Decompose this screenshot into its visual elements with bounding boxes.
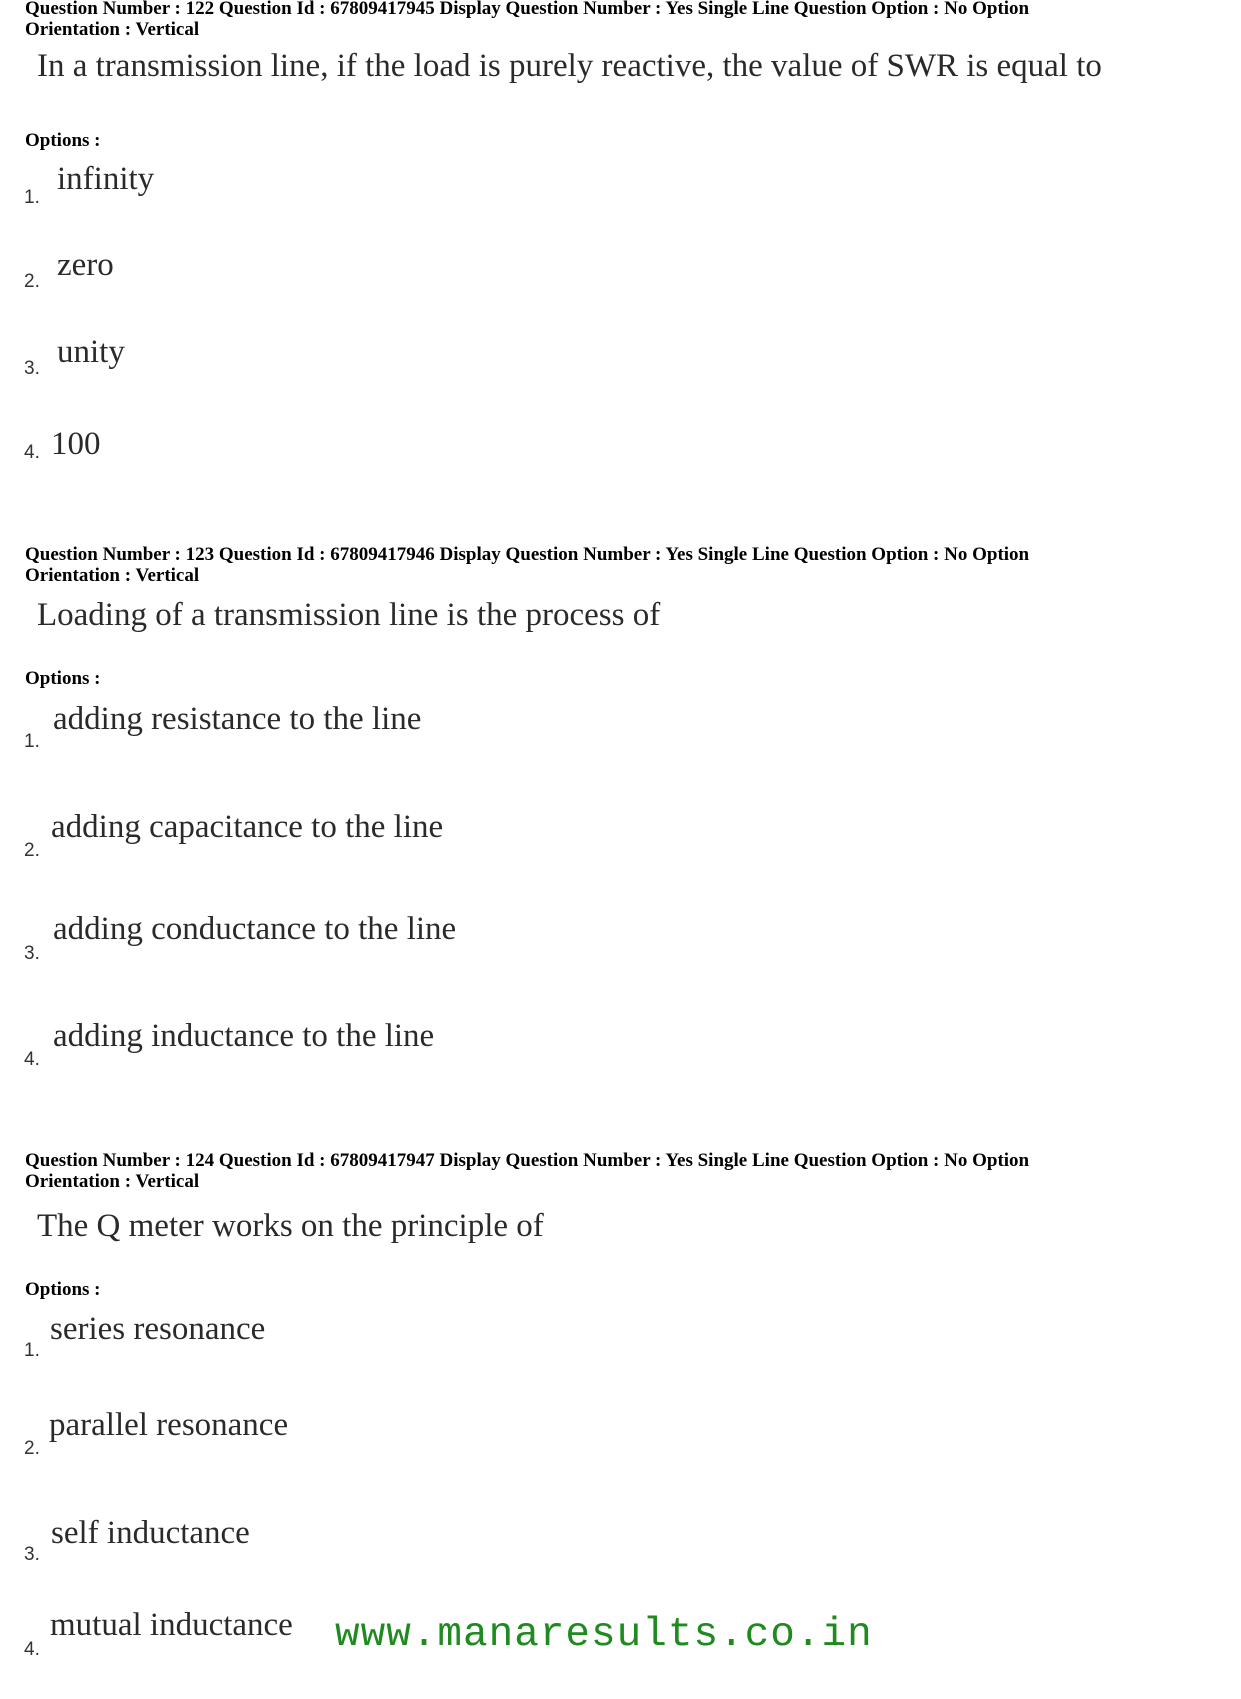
option-number: 3. [24,358,40,379]
question-text: The Q meter works on the principle of [37,1208,544,1244]
options-label: Options : [25,130,101,151]
question-header-line2: Orientation : Vertical [25,565,200,586]
option-text: adding resistance to the line [53,701,422,737]
option-item [0,246,1100,306]
option-number: 4. [24,1639,40,1660]
option-text: 100 [51,426,101,462]
question-header-line1: Question Number : 123 Question Id : 67809417946 Display Question Number : Yes Single Line Question Option : No Option [25,544,1030,565]
options-label: Options : [25,1279,101,1300]
option-item [0,1514,1100,1574]
question-header-line2: Orientation : Vertical [25,19,200,40]
watermark-url: www.manaresults.co.in [335,1612,873,1658]
option-number: 4. [24,1049,40,1070]
question-text: In a transmission line, if the load is purely reactive, the value of SWR is equal to [37,48,1102,84]
option-item [0,333,1100,393]
option-item [0,1017,1100,1077]
option-text: series resonance [50,1311,266,1347]
option-item [0,1406,1100,1466]
question-header-line2: Orientation : Vertical [25,1171,200,1192]
option-number: 2. [24,1438,40,1459]
options-label: Options : [25,668,101,689]
question-header-line1: Question Number : 122 Question Id : 67809417945 Display Question Number : Yes Single Line Question Option : No Option [25,0,1030,19]
option-item [0,700,1100,760]
option-text: adding capacitance to the line [51,809,444,845]
option-text: zero [57,247,114,283]
option-number: 2. [24,840,40,861]
option-text: self inductance [51,1515,250,1551]
option-number: 1. [24,731,40,752]
option-text: unity [57,334,125,370]
option-text: infinity [57,161,155,197]
option-number: 4. [24,442,40,463]
question-header [25,1150,1215,1192]
option-text: adding conductance to the line [53,911,457,947]
question-header [25,0,1215,40]
option-number: 3. [24,943,40,964]
option-number: 1. [24,187,40,208]
option-text: adding inductance to the line [53,1018,435,1054]
option-item [0,160,1100,220]
option-item [0,808,1100,868]
option-number: 3. [24,1544,40,1565]
option-text: mutual inductance [50,1607,293,1643]
option-number: 1. [24,1340,40,1361]
question-text: Loading of a transmission line is the process of [37,597,661,633]
option-item [0,1310,1100,1370]
question-header-line1: Question Number : 124 Question Id : 67809417947 Display Question Number : Yes Single Line Question Option : No Option [25,1150,1030,1171]
option-item [0,910,1100,970]
question-header [25,544,1215,586]
option-number: 2. [24,271,40,292]
option-text: parallel resonance [49,1407,289,1443]
option-item [0,425,1100,485]
